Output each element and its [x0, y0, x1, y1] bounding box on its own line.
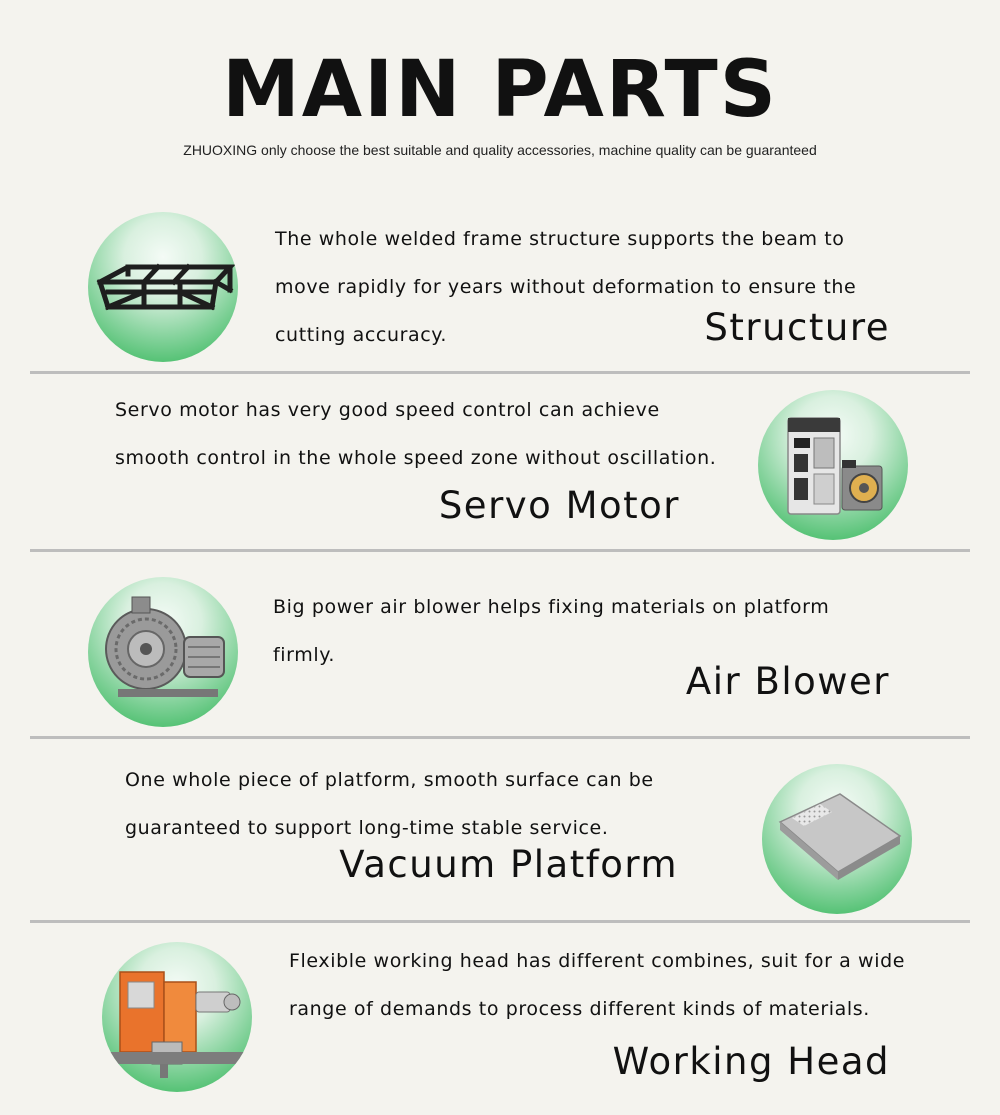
- section-heading: Structure: [704, 306, 890, 349]
- section-heading: Servo Motor: [438, 484, 680, 527]
- section-description: The whole welded frame structure supports the beam to move rapidly for years without deformation to ensure the cutting accuracy.: [275, 228, 857, 346]
- servo-motor-icon: [758, 390, 908, 540]
- section-divider: [30, 920, 970, 923]
- section-description: One whole piece of platform, smooth surface can be guaranteed to support long-time stable service.: [125, 769, 654, 839]
- section-description: Big power air blower helps fixing materials on platform firmly.: [273, 596, 830, 666]
- working-head-icon: [102, 942, 252, 1092]
- section-heading: Vacuum Platform: [339, 843, 678, 886]
- section-description: Servo motor has very good speed control can achieve smooth control in the whole speed zone without oscillation.: [115, 399, 717, 469]
- section-divider: [30, 549, 970, 552]
- section-divider: [30, 736, 970, 739]
- page-subtitle: ZHUOXING only choose the best suitable and quality accessories, machine quality can be guaranteed: [183, 142, 817, 158]
- frame-structure-icon: [88, 212, 238, 362]
- air-blower-icon: [88, 577, 238, 727]
- section-divider: [30, 371, 970, 374]
- vacuum-platform-icon: [762, 764, 912, 914]
- page-title: MAIN PARTS: [222, 45, 778, 135]
- section-heading: Working Head: [612, 1040, 890, 1083]
- section-description: Flexible working head has different combines, suit for a wide range of demands to process different kinds of materials.: [289, 950, 906, 1020]
- section-heading: Air Blower: [685, 660, 890, 703]
